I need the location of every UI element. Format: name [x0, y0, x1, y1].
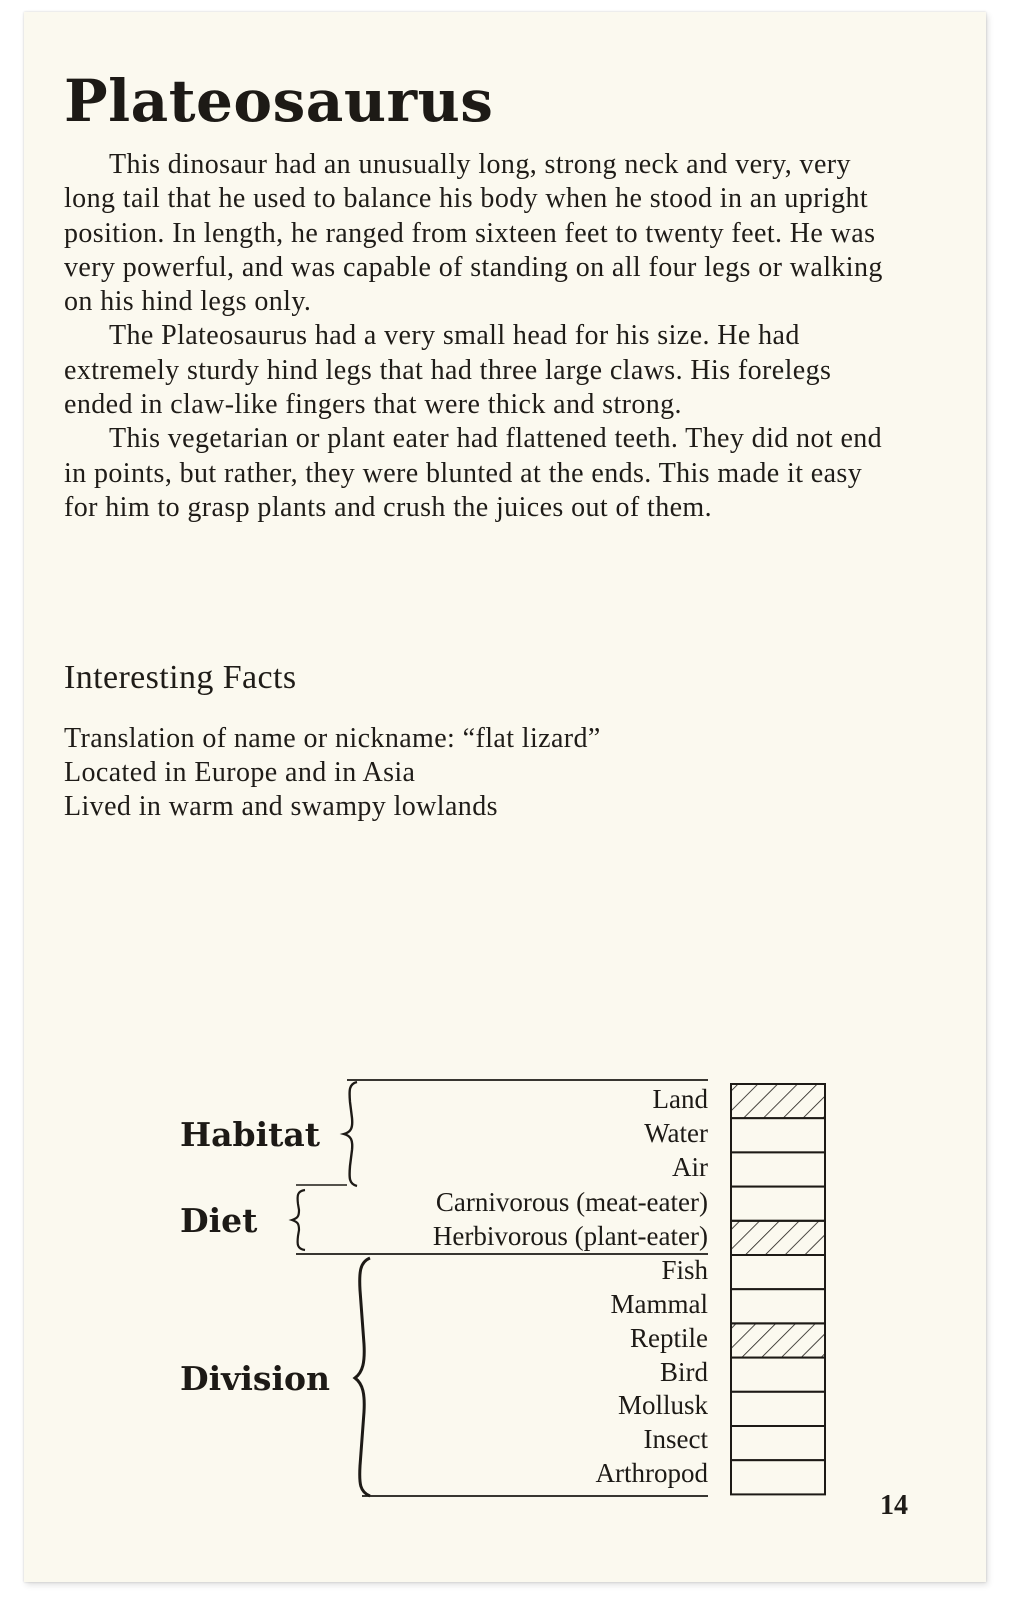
checkbox-arthropod — [731, 1460, 825, 1494]
fact-location: Located in Europe and in Asia — [64, 757, 416, 788]
diet-brace — [292, 1190, 305, 1250]
row-label-bird: Bird — [659, 1357, 708, 1387]
checkbox-air — [731, 1152, 825, 1186]
checkbox-mollusk — [731, 1392, 825, 1426]
page-title: Plateosaurus — [64, 67, 494, 135]
division-brace — [355, 1258, 370, 1496]
row-label-carnivorous: Carnivorous (meat-eater) — [435, 1187, 708, 1217]
paragraph-teeth: This vegetarian or plant eater had flattened teeth. They did not end in points, but rather, they were blunted at the ends. This made it easy for him to grasp plants and crush the juices out of them. — [64, 423, 883, 523]
fact-lowlands: Lived in warm and swampy lowlands — [64, 791, 498, 822]
habitat-brace — [344, 1082, 357, 1186]
row-label-herbivorous: Herbivorous (plant-eater) — [432, 1221, 708, 1251]
row-label-insect: Insect — [643, 1424, 708, 1454]
row-label-fish: Fish — [661, 1255, 708, 1285]
facts-heading: Interesting Facts — [64, 659, 297, 696]
checkbox-carnivorous — [731, 1187, 825, 1221]
row-label-water: Water — [644, 1118, 708, 1148]
checkbox-mammal — [731, 1289, 825, 1323]
row-label-mammal: Mammal — [610, 1289, 708, 1319]
group-label-diet: Diet — [180, 1201, 258, 1240]
page-number: 14 — [880, 1490, 908, 1521]
checkbox-land-marked — [731, 1084, 825, 1118]
checkbox-bird — [731, 1358, 825, 1392]
group-label-division: Division — [180, 1359, 330, 1398]
checkbox-fish — [731, 1255, 825, 1289]
row-label-reptile: Reptile — [630, 1323, 708, 1353]
fact-name-translation: Translation of name or nickname: “flat lizard” — [64, 723, 601, 754]
row-label-arthropod: Arthropod — [595, 1458, 708, 1488]
checkbox-herbivorous-marked — [731, 1221, 825, 1255]
paragraph-head-and-legs: The Plateosaurus had a very small head for his size. He had extremely sturdy hind legs that had three large claws. His forelegs ended in claw-like fingers that were thick and strong. — [64, 320, 832, 421]
row-label-land: Land — [652, 1084, 708, 1114]
row-label-air: Air — [672, 1152, 708, 1182]
row-label-mollusk: Mollusk — [617, 1390, 708, 1420]
paragraph-neck-and-tail: This dinosaur had an unusually long, strong neck and very, very long tail that he used to balance his body when he stood in an upright position. In length, he ranged from sixteen feet to twenty feet. He was very powerful, and was capable of standing on all four legs or walking on his hind legs only. — [64, 149, 883, 318]
checkbox-water — [731, 1118, 825, 1152]
checkbox-insect — [731, 1426, 825, 1460]
checkbox-reptile-marked — [731, 1323, 825, 1357]
checkbox-column — [731, 1084, 825, 1494]
group-label-habitat: Habitat — [180, 1115, 321, 1154]
